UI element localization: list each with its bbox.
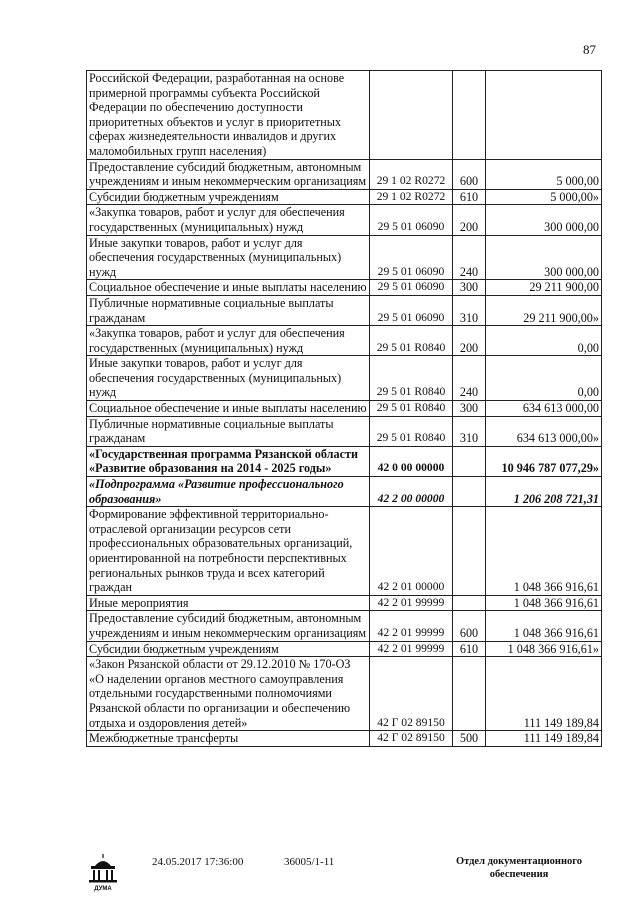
table-row bbox=[87, 477, 602, 507]
cell-expense-type: 500 bbox=[453, 731, 486, 747]
table-row bbox=[87, 611, 602, 641]
cell-name: Межбюджетные трансферты bbox=[87, 731, 370, 747]
cell-amount: 1 206 208 721,31 bbox=[486, 477, 602, 507]
table-row bbox=[87, 71, 602, 160]
cell-name: Социальное обеспечение и иные выплаты населению bbox=[87, 280, 370, 296]
cell-name: Социальное обеспечение и иные выплаты населению bbox=[87, 401, 370, 417]
cell-amount bbox=[486, 71, 602, 160]
cell-amount: 1 048 366 916,61 bbox=[486, 611, 602, 641]
cell-name: Предоставление субсидий бюджетным, автономным учреждениям и иным некоммерческим организациям bbox=[87, 159, 370, 189]
cell-target-code: 42 2 01 99999 bbox=[370, 611, 453, 641]
cell-amount: 634 613 000,00 bbox=[486, 401, 602, 417]
table-row bbox=[87, 416, 602, 446]
cell-name: Иные закупки товаров, работ и услуг для обеспечения государственных (муниципальных) нужд bbox=[87, 356, 370, 401]
cell-name: «Подпрограмма «Развитие профессионального образования» bbox=[87, 477, 370, 507]
cell-target-code: 29 5 01 R0840 bbox=[370, 326, 453, 356]
cell-name: Субсидии бюджетным учреждениям bbox=[87, 189, 370, 205]
cell-amount: 1 048 366 916,61 bbox=[486, 595, 602, 611]
department-stamp bbox=[444, 855, 594, 881]
table-row bbox=[87, 657, 602, 731]
cell-target-code: 29 5 01 06090 bbox=[370, 205, 453, 235]
budget-table bbox=[86, 70, 602, 747]
cell-name: Предоставление субсидий бюджетным, автономным учреждениям и иным некоммерческим организациям bbox=[87, 611, 370, 641]
cell-amount: 300 000,00 bbox=[486, 205, 602, 235]
cell-target-code: 29 5 01 R0840 bbox=[370, 401, 453, 417]
cell-name: Публичные нормативные социальные выплаты гражданам bbox=[87, 295, 370, 325]
cell-amount: 1 048 366 916,61 bbox=[486, 507, 602, 596]
cell-amount: 0,00 bbox=[486, 326, 602, 356]
cell-name: Публичные нормативные социальные выплаты гражданам bbox=[87, 416, 370, 446]
cell-expense-type bbox=[453, 477, 486, 507]
cell-expense-type bbox=[453, 71, 486, 160]
cell-target-code: 29 1 02 R0272 bbox=[370, 189, 453, 205]
table-row bbox=[87, 356, 602, 401]
cell-amount: 5 000,00» bbox=[486, 189, 602, 205]
cell-name: «Закупка товаров, работ и услуг для обеспечения государственных (муниципальных) нужд bbox=[87, 326, 370, 356]
cell-amount: 1 048 366 916,61» bbox=[486, 641, 602, 657]
table-row bbox=[87, 159, 602, 189]
cell-expense-type: 600 bbox=[453, 159, 486, 189]
cell-name: «Закупка товаров, работ и услуг для обеспечения государственных (муниципальных) нужд bbox=[87, 205, 370, 235]
cell-amount: 29 211 900,00 bbox=[486, 280, 602, 296]
cell-amount: 10 946 787 077,29» bbox=[486, 446, 602, 476]
table-row bbox=[87, 280, 602, 296]
footer-doc-number: 36005/1-11 bbox=[284, 856, 335, 868]
table-row bbox=[87, 205, 602, 235]
cell-target-code: 42 2 00 00000 bbox=[370, 477, 453, 507]
cell-expense-type: 610 bbox=[453, 189, 486, 205]
cell-amount: 634 613 000,00» bbox=[486, 416, 602, 446]
cell-amount: 0,00 bbox=[486, 356, 602, 401]
cell-target-code: 29 5 01 R0840 bbox=[370, 416, 453, 446]
cell-target-code: 29 5 01 R0840 bbox=[370, 356, 453, 401]
cell-expense-type: 310 bbox=[453, 416, 486, 446]
cell-target-code: 42 Г 02 89150 bbox=[370, 657, 453, 731]
cell-amount: 111 149 189,84 bbox=[486, 657, 602, 731]
cell-expense-type: 240 bbox=[453, 356, 486, 401]
cell-expense-type: 300 bbox=[453, 280, 486, 296]
page-number: 87 bbox=[583, 42, 596, 57]
stamp-line-1: Отдел документационного bbox=[455, 856, 583, 867]
cell-name: Иные мероприятия bbox=[87, 595, 370, 611]
cell-name: «Государственная программа Рязанской области «Развитие образования на 2014 - 2025 годы» bbox=[87, 446, 370, 476]
cell-expense-type bbox=[453, 507, 486, 596]
table-row bbox=[87, 595, 602, 611]
table-row bbox=[87, 446, 602, 476]
cell-target-code: 29 1 02 R0272 bbox=[370, 159, 453, 189]
cell-target-code: 29 5 01 06090 bbox=[370, 235, 453, 280]
cell-target-code: 42 2 01 99999 bbox=[370, 641, 453, 657]
table-row bbox=[87, 641, 602, 657]
cell-target-code: 42 2 01 99999 bbox=[370, 595, 453, 611]
cell-expense-type: 200 bbox=[453, 205, 486, 235]
table-row bbox=[87, 731, 602, 747]
cell-amount: 29 211 900,00» bbox=[486, 295, 602, 325]
cell-name: «Закон Рязанской области от 29.12.2010 № 170-ОЗ «О наделении органов местного самоуправления отдельными государственными полномочиями Рязанской области по организации и обеспечению отдыха и оздоровления детей» bbox=[87, 657, 370, 731]
cell-expense-type: 200 bbox=[453, 326, 486, 356]
cell-amount: 300 000,00 bbox=[486, 235, 602, 280]
cell-target-code: 29 5 01 06090 bbox=[370, 295, 453, 325]
cell-target-code: 29 5 01 06090 bbox=[370, 280, 453, 296]
cell-expense-type: 600 bbox=[453, 611, 486, 641]
cell-expense-type: 300 bbox=[453, 401, 486, 417]
cell-target-code bbox=[370, 71, 453, 160]
logo-text: ДУМА bbox=[94, 886, 112, 892]
table-row bbox=[87, 326, 602, 356]
table-row bbox=[87, 235, 602, 280]
cell-expense-type bbox=[453, 595, 486, 611]
table-row bbox=[87, 401, 602, 417]
cell-expense-type bbox=[453, 446, 486, 476]
cell-target-code: 42 0 00 00000 bbox=[370, 446, 453, 476]
cell-name: Российской Федерации, разработанная на основе примерной программы субъекта Российской Федерации по обеспечению доступности приоритетных объектов и услуг в приоритетных сферах жизнедеятельности инвалидов и других маломобильных групп населения) bbox=[87, 71, 370, 160]
cell-name: Субсидии бюджетным учреждениям bbox=[87, 641, 370, 657]
table-row bbox=[87, 295, 602, 325]
duma-emblem-icon bbox=[85, 852, 121, 892]
budget-table-body bbox=[87, 71, 602, 747]
cell-target-code: 42 2 01 00000 bbox=[370, 507, 453, 596]
table-row bbox=[87, 507, 602, 596]
table-row bbox=[87, 189, 602, 205]
cell-expense-type: 310 bbox=[453, 295, 486, 325]
cell-expense-type bbox=[453, 657, 486, 731]
footer-datetime: 24.05.2017 17:36:00 bbox=[152, 856, 244, 868]
cell-expense-type: 610 bbox=[453, 641, 486, 657]
cell-amount: 5 000,00 bbox=[486, 159, 602, 189]
cell-name: Иные закупки товаров, работ и услуг для обеспечения государственных (муниципальных) нужд bbox=[87, 235, 370, 280]
cell-expense-type: 240 bbox=[453, 235, 486, 280]
cell-amount: 111 149 189,84 bbox=[486, 731, 602, 747]
cell-name: Формирование эффективной территориально-отраслевой организации ресурсов сети профессиональных образовательных организаций, ориентированной на потребности перспективных региональных рынков труда и всех категорий граждан bbox=[87, 507, 370, 596]
cell-target-code: 42 Г 02 89150 bbox=[370, 731, 453, 747]
stamp-line-2: обеспечения bbox=[489, 869, 549, 880]
